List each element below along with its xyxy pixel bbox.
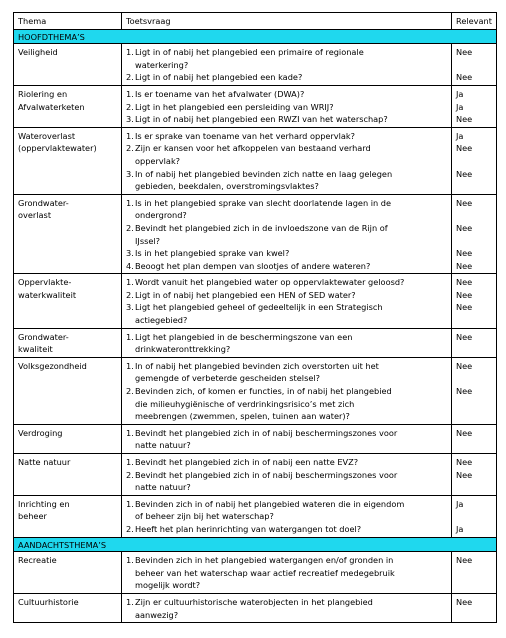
question-line: Bevindt het plangebied zich in of nabij beschermingszones voor	[135, 469, 398, 480]
question-text	[135, 331, 447, 356]
question-item	[126, 498, 447, 523]
relevant-value: Nee	[456, 143, 473, 154]
table-row	[14, 552, 497, 594]
question-line: meebrengen (zwemmen, spelen, tuinen aan water)?	[135, 411, 350, 422]
relevant-cell	[452, 593, 497, 622]
table-row	[14, 593, 497, 622]
question-number: 1.	[126, 596, 134, 607]
relevant-cell	[452, 357, 497, 424]
question-number: 3.	[126, 248, 134, 259]
question-number: 2.	[126, 101, 134, 112]
table-row	[14, 274, 497, 328]
question-line: beheer van het waterschap waar actief recreatief medegebruik	[135, 567, 395, 578]
question-line: Is in het plangebied sprake van slecht doorlatende lagen in de	[135, 197, 392, 208]
question-line: Ligt in of nabij het plangebied een kade?	[135, 72, 303, 83]
thema-line: Oppervlakte-	[18, 277, 72, 288]
relevant-value: Nee	[456, 72, 473, 83]
relevant-value: Ja	[456, 130, 464, 141]
toetsvraag-cell	[122, 495, 452, 537]
thema-cell	[14, 127, 122, 194]
relevant-cell	[452, 85, 497, 127]
question-line: Beoogt het plan dempen van slootjes of andere wateren?	[135, 260, 371, 271]
question-number: 1.	[126, 360, 134, 371]
question-line: ondergrond?	[135, 210, 187, 221]
question-number: 2.	[126, 469, 134, 480]
section-header-row	[14, 537, 497, 552]
question-text	[135, 360, 447, 385]
section-header-row	[14, 29, 497, 44]
thema-line: Recreatie	[18, 555, 57, 566]
question-item	[126, 168, 447, 193]
relevant-value: Nee	[456, 596, 473, 607]
question-number: 1.	[126, 88, 134, 99]
question-item	[126, 385, 447, 423]
question-item	[126, 427, 447, 452]
question-text	[135, 427, 447, 452]
question-line: Ligt in of nabij het plangebied een HEN of SED water?	[135, 289, 356, 300]
question-item	[126, 276, 447, 289]
question-line: IJssel?	[135, 235, 161, 246]
thema-line: overlast	[18, 210, 52, 221]
question-number: 1.	[126, 331, 134, 342]
thema-line: Verdroging	[18, 427, 63, 438]
question-item	[126, 247, 447, 260]
question-item	[126, 289, 447, 302]
toetsvraag-cell	[122, 274, 452, 328]
question-line: Bevinden zich in of nabij het plangebied wateren die in eigendom	[135, 498, 405, 509]
question-item	[126, 469, 447, 494]
question-item	[126, 523, 447, 536]
question-number: 4.	[126, 260, 134, 271]
question-number: 1.	[126, 47, 134, 58]
question-item	[126, 360, 447, 385]
question-line: actiegebied?	[135, 315, 188, 326]
toetsvraag-cell	[122, 328, 452, 357]
toetsvraag-cell	[122, 593, 452, 622]
toetsvraag-cell	[122, 44, 452, 86]
thema-line: kwaliteit	[18, 344, 53, 355]
question-text	[135, 469, 447, 494]
question-line: Ligt in of nabij het plangebied een RWZI van het waterschap?	[135, 114, 388, 125]
relevant-cell	[452, 274, 497, 328]
thema-line: Afvalwaterketen	[18, 101, 85, 112]
question-text	[135, 596, 447, 621]
thema-cell	[14, 593, 122, 622]
question-item	[126, 130, 447, 143]
question-line: Is in het plangebied sprake van kwel?	[135, 248, 290, 259]
thema-cell	[14, 552, 122, 594]
thema-cell	[14, 194, 122, 274]
question-number: 2.	[126, 222, 134, 233]
relevant-spacer	[456, 59, 492, 72]
question-number: 1.	[126, 277, 134, 288]
table-row	[14, 495, 497, 537]
table-body	[14, 29, 497, 623]
question-text	[135, 289, 447, 302]
relevant-spacer	[456, 439, 492, 452]
question-item	[126, 456, 447, 469]
question-line: die milieuhygiënische of verdrinkingsrisico’s met zich	[135, 398, 355, 409]
relevant-value: Nee	[456, 168, 473, 179]
question-line: natte natuur?	[135, 482, 191, 493]
thema-cell	[14, 454, 122, 496]
relevant-spacer	[456, 180, 492, 193]
header-thema: Thema	[14, 13, 122, 30]
relevant-spacer	[456, 398, 492, 411]
relevant-spacer	[456, 209, 492, 222]
question-line: Ligt in of nabij het plangebied een primaire of regionale	[135, 47, 364, 58]
table-row	[14, 85, 497, 127]
question-item	[126, 142, 447, 167]
relevant-cell	[452, 454, 497, 496]
question-line: Bevindt het plangebied zich in of nabij een natte EVZ?	[135, 457, 359, 467]
thema-line: beheer	[18, 511, 47, 522]
question-line: gebieden, beekdalen, overstromingsvlaktes?	[135, 181, 319, 192]
relevant-value: Nee	[456, 260, 473, 271]
question-item	[126, 113, 447, 126]
relevant-value: Nee	[456, 427, 473, 438]
question-line: gemengde of verbeterde gescheiden stelsel?	[135, 373, 320, 384]
question-text	[135, 46, 447, 71]
relevant-cell	[452, 552, 497, 594]
question-line: oppervlak?	[135, 155, 181, 166]
relevant-spacer	[456, 609, 492, 622]
question-line: aanwezig?	[135, 609, 179, 620]
question-text	[135, 301, 447, 326]
thema-line: waterkwaliteit	[18, 289, 77, 300]
relevant-spacer	[456, 343, 492, 356]
section-title: AANDACHTSTHEMA’S	[14, 537, 497, 552]
relevant-value: Ja	[456, 523, 464, 534]
question-text	[135, 554, 447, 592]
question-number: 1.	[126, 197, 134, 208]
toetsvraag-cell	[122, 357, 452, 424]
table-row	[14, 424, 497, 453]
watertoets-table	[13, 12, 497, 623]
thema-cell	[14, 357, 122, 424]
question-item	[126, 197, 447, 222]
question-line: Wordt vanuit het plangebied water op oppervlaktewater geloosd?	[135, 277, 405, 288]
question-line: Bevinden zich in het plangebied watergangen en/of gronden in	[135, 555, 394, 566]
question-number: 1.	[126, 457, 134, 467]
table-row	[14, 454, 497, 496]
toetsvraag-cell	[122, 552, 452, 594]
thema-cell	[14, 274, 122, 328]
question-line: Is er toename van het afvalwater (DWA)?	[135, 88, 305, 99]
question-text	[135, 101, 447, 114]
question-item	[126, 596, 447, 621]
question-line: of beheer zijn bij het waterschap?	[135, 511, 274, 522]
relevant-value: Nee	[456, 289, 473, 300]
thema-line: Cultuurhistorie	[18, 596, 79, 607]
question-text	[135, 88, 447, 101]
question-item	[126, 260, 447, 273]
question-line: Heeft het plan herinrichting van watergangen tot doel?	[135, 523, 362, 534]
thema-cell	[14, 328, 122, 357]
thema-cell	[14, 424, 122, 453]
question-line: natte natuur?	[135, 440, 191, 451]
question-text	[135, 222, 447, 247]
question-line: Is er sprake van toename van het verhard oppervlak?	[135, 130, 356, 141]
table-row	[14, 194, 497, 274]
table-row	[14, 127, 497, 194]
relevant-spacer	[456, 410, 492, 423]
question-line: Ligt in het plangebied een persleiding van WRIJ?	[135, 101, 334, 112]
question-line: Ligt het plangebied in de beschermingszone van een	[135, 331, 353, 342]
question-item	[126, 101, 447, 114]
question-line: Bevindt het plangebied zich in of nabij beschermingszones voor	[135, 427, 398, 438]
relevant-value: Nee	[456, 197, 473, 208]
thema-line: Natte natuur	[18, 457, 71, 467]
question-text	[135, 498, 447, 523]
toetsvraag-cell	[122, 127, 452, 194]
question-text	[135, 168, 447, 193]
thema-line: (oppervlaktewater)	[18, 143, 97, 154]
relevant-spacer	[456, 481, 492, 494]
question-line: Bevinden zich, of komen er functies, in of nabij het plangebied	[135, 386, 392, 397]
relevant-value: Nee	[456, 222, 473, 233]
relevant-value: Ja	[456, 88, 464, 99]
question-text	[135, 260, 447, 273]
relevant-spacer	[456, 567, 492, 580]
question-line: Zijn er cultuurhistorische waterobjecten in het plangebied	[135, 596, 373, 607]
question-text	[135, 385, 447, 423]
toetsvraag-cell	[122, 454, 452, 496]
table-row	[14, 357, 497, 424]
question-number: 1.	[126, 427, 134, 438]
question-item	[126, 554, 447, 592]
question-number: 2.	[126, 523, 134, 534]
relevant-value: Nee	[456, 360, 473, 371]
question-text	[135, 276, 447, 289]
relevant-spacer	[456, 510, 492, 523]
question-number: 1.	[126, 555, 134, 566]
relevant-cell	[452, 424, 497, 453]
question-line: In of nabij het plangebied bevinden zich natte en laag gelegen	[135, 168, 393, 179]
question-line: Bevindt het plangebied zich in de invloedszone van de Rijn of	[135, 222, 388, 233]
relevant-spacer	[456, 372, 492, 385]
relevant-value: Nee	[456, 277, 473, 288]
thema-line: Wateroverlast	[18, 130, 76, 141]
toetsvraag-cell	[122, 194, 452, 274]
question-number: 3.	[126, 302, 134, 313]
thema-line: Grondwater-	[18, 197, 69, 208]
question-number: 2.	[126, 386, 134, 397]
thema-line: Veiligheid	[18, 47, 58, 58]
question-text	[135, 113, 447, 126]
thema-cell	[14, 85, 122, 127]
relevant-cell	[452, 328, 497, 357]
relevant-spacer	[456, 314, 492, 327]
relevant-value: Nee	[456, 331, 473, 342]
relevant-value: Nee	[456, 457, 473, 467]
question-text	[135, 523, 447, 536]
section-title: HOOFDTHEMA’S	[14, 29, 497, 44]
question-number: 2.	[126, 72, 134, 83]
relevant-cell	[452, 495, 497, 537]
table-header-row	[14, 13, 497, 30]
question-number: 2.	[126, 143, 134, 154]
question-item	[126, 222, 447, 247]
question-line: Zijn er kansen voor het afkoppelen van bestaand verhard	[135, 143, 371, 154]
relevant-value: Nee	[456, 302, 473, 313]
question-line: drinkwateronttrekking?	[135, 344, 231, 355]
relevant-value: Nee	[456, 248, 473, 259]
question-line: waterkering?	[135, 59, 189, 70]
question-line: Ligt het plangebied geheel of gedeeltelijk in een Strategisch	[135, 302, 383, 313]
question-text	[135, 130, 447, 143]
relevant-value: Nee	[456, 555, 473, 566]
question-item	[126, 301, 447, 326]
question-text	[135, 142, 447, 167]
relevant-spacer	[456, 235, 492, 248]
question-item	[126, 71, 447, 84]
relevant-cell	[452, 44, 497, 86]
question-item	[126, 46, 447, 71]
question-number: 3.	[126, 168, 134, 179]
header-toetsvraag: Toetsvraag	[122, 13, 452, 30]
thema-line: Grondwater-	[18, 331, 69, 342]
question-item	[126, 331, 447, 356]
relevant-value: Nee	[456, 47, 473, 58]
question-item	[126, 88, 447, 101]
header-relevant: Relevant	[452, 13, 497, 30]
toetsvraag-cell	[122, 85, 452, 127]
relevant-value: Nee	[456, 386, 473, 397]
question-number: 3.	[126, 114, 134, 125]
question-number: 2.	[126, 289, 134, 300]
thema-line: Riolering en	[18, 88, 68, 99]
relevant-cell	[452, 127, 497, 194]
thema-line: Volksgezondheid	[18, 360, 87, 371]
thema-line: Inrichting en	[18, 498, 70, 509]
question-line: In of nabij het plangebied bevinden zich overstorten uit het	[135, 360, 379, 371]
table-row	[14, 328, 497, 357]
relevant-value: Ja	[456, 101, 464, 112]
relevant-spacer	[456, 155, 492, 168]
table-row	[14, 44, 497, 86]
relevant-spacer	[456, 579, 492, 592]
question-text	[135, 71, 447, 84]
toetsvraag-cell	[122, 424, 452, 453]
question-text	[135, 197, 447, 222]
relevant-value: Ja	[456, 498, 464, 509]
question-text	[135, 247, 447, 260]
thema-cell	[14, 44, 122, 86]
thema-cell	[14, 495, 122, 537]
relevant-value: Nee	[456, 469, 473, 480]
relevant-value: Nee	[456, 114, 473, 125]
relevant-cell	[452, 194, 497, 274]
question-line: mogelijk wordt?	[135, 580, 201, 591]
question-number: 1.	[126, 130, 134, 141]
question-text	[135, 456, 447, 469]
question-number: 1.	[126, 498, 134, 509]
